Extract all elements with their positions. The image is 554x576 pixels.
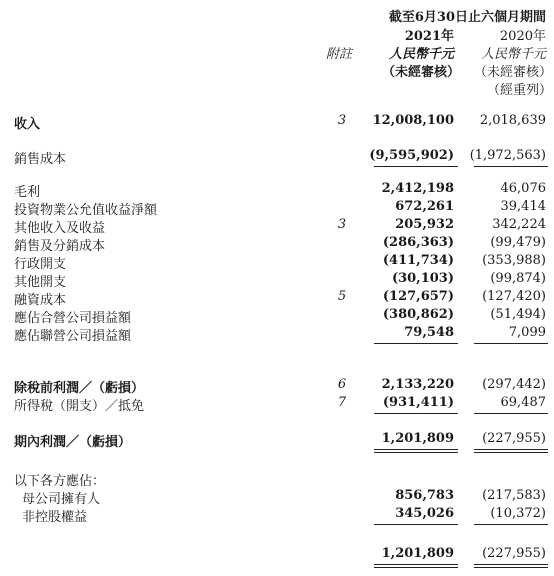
statement-row	[0, 217, 554, 236]
row-value-current: (127,657)	[382, 289, 454, 304]
subtotal-rule-prior	[474, 343, 548, 344]
row-value-current: (931,411)	[382, 395, 454, 410]
row-label: 其他開支	[14, 275, 67, 290]
subtotal-rule-current	[374, 166, 458, 167]
year-current-header: 2021年	[404, 29, 454, 44]
statement-row	[0, 271, 554, 290]
row-label: 銷售成本	[14, 152, 67, 167]
statement-row	[0, 289, 554, 308]
row-value-prior: 342,224	[492, 217, 546, 232]
row-value-prior: (51,494)	[490, 307, 546, 322]
row-value-current: 12,008,100	[372, 113, 454, 128]
total-double-rule-prior	[474, 564, 548, 568]
currency-prior-header: 人民幣千元	[480, 47, 546, 62]
total-double-rule-current	[374, 564, 458, 568]
row-label: 應佔合營公司損益額	[14, 311, 132, 326]
subtotal-rule-prior	[474, 524, 548, 525]
row-value-prior: (127,420)	[482, 289, 546, 304]
row-value-prior: (1,972,563)	[469, 148, 546, 163]
row-note: 5	[337, 289, 347, 304]
row-value-prior: (99,874)	[490, 271, 546, 286]
row-label: 應佔聯營公司損益額	[14, 329, 132, 344]
subtotal-rule-prior	[474, 166, 548, 167]
subtotal-rule-current	[374, 343, 458, 344]
row-note: 6	[337, 377, 347, 392]
restated-prior-header: （經重列）	[486, 83, 552, 98]
row-value-prior: (353,988)	[482, 253, 546, 268]
row-value-current: 856,783	[395, 488, 454, 503]
row-value-current: 79,548	[404, 325, 454, 340]
statement-row	[0, 148, 554, 167]
row-label: 融資成本	[14, 293, 67, 308]
row-value-current: (286,363)	[382, 235, 454, 250]
statement-row	[0, 377, 554, 396]
row-value-current: 345,026	[395, 506, 454, 521]
row-value-current: (9,595,902)	[369, 148, 454, 163]
statement-row	[0, 546, 554, 562]
row-label: 其他收入及收益	[14, 221, 106, 236]
statement-row	[0, 181, 554, 200]
audit-prior-header: （未經審核）	[473, 65, 552, 80]
row-value-prior: 7,099	[508, 325, 546, 340]
statement-row	[0, 488, 554, 507]
row-value-current: (411,734)	[382, 253, 454, 268]
row-value-current: 672,261	[395, 199, 454, 214]
row-value-prior: (217,583)	[482, 488, 546, 503]
row-label: 毛利	[14, 185, 41, 200]
row-value-prior: (99,479)	[490, 235, 546, 250]
statement-row	[0, 325, 554, 344]
currency-current-header: 人民幣千元	[388, 47, 454, 62]
row-value-current: 1,201,809	[381, 431, 454, 446]
statement-row	[0, 253, 554, 272]
row-value-prior: (227,955)	[482, 431, 546, 446]
total-double-rule-current	[374, 449, 458, 453]
row-note: 3	[337, 113, 347, 128]
row-note: 7	[337, 395, 347, 410]
row-label: 投資物業公允值收益淨額	[14, 203, 158, 218]
statement-row	[0, 395, 554, 414]
total-double-rule-prior	[474, 449, 548, 453]
statement-row	[0, 470, 554, 489]
statement-row	[0, 431, 554, 450]
row-label: 除稅前利潤／（虧損）	[14, 381, 145, 396]
row-label: 收入	[14, 117, 41, 132]
row-value-current: (380,862)	[382, 307, 454, 322]
statement-row	[0, 235, 554, 254]
row-value-prior: (297,442)	[482, 377, 546, 392]
statement-row	[0, 113, 554, 132]
row-value-prior: 69,487	[500, 395, 546, 410]
row-value-current: 1,201,809	[381, 546, 454, 561]
row-value-prior: 46,076	[500, 181, 546, 196]
row-label: 行政開支	[14, 257, 67, 272]
row-label: 所得稅（開支）／抵免	[14, 399, 145, 414]
row-value-prior: 39,414	[500, 199, 546, 214]
row-label: 非控股權益	[22, 510, 88, 525]
row-note: 3	[337, 217, 347, 232]
row-value-prior: (227,955)	[482, 546, 546, 561]
row-label: 母公司擁有人	[22, 492, 101, 507]
row-label: 銷售及分銷成本	[14, 239, 106, 254]
row-label: 期內利潤／（虧損）	[14, 435, 132, 450]
row-value-prior: (10,372)	[490, 506, 546, 521]
row-value-current: 2,412,198	[381, 181, 454, 196]
period-header: 截至6月30日止六個月期間	[388, 10, 546, 25]
audit-current-header: （未經審核）	[381, 65, 460, 80]
statement-row	[0, 506, 554, 525]
subtotal-rule-current	[374, 524, 458, 525]
statement-row	[0, 199, 554, 218]
row-value-prior: 2,018,639	[479, 113, 546, 128]
subtotal-rule-current	[374, 413, 458, 414]
note-column-header: 附註	[326, 47, 353, 62]
row-value-current: 2,133,220	[381, 377, 454, 392]
year-prior-header: 2020年	[499, 29, 546, 44]
row-value-current: 205,932	[395, 217, 454, 232]
row-label: 以下各方應佔：	[14, 474, 106, 489]
row-value-current: (30,103)	[391, 271, 454, 286]
subtotal-rule-prior	[474, 413, 548, 414]
statement-row	[0, 307, 554, 326]
